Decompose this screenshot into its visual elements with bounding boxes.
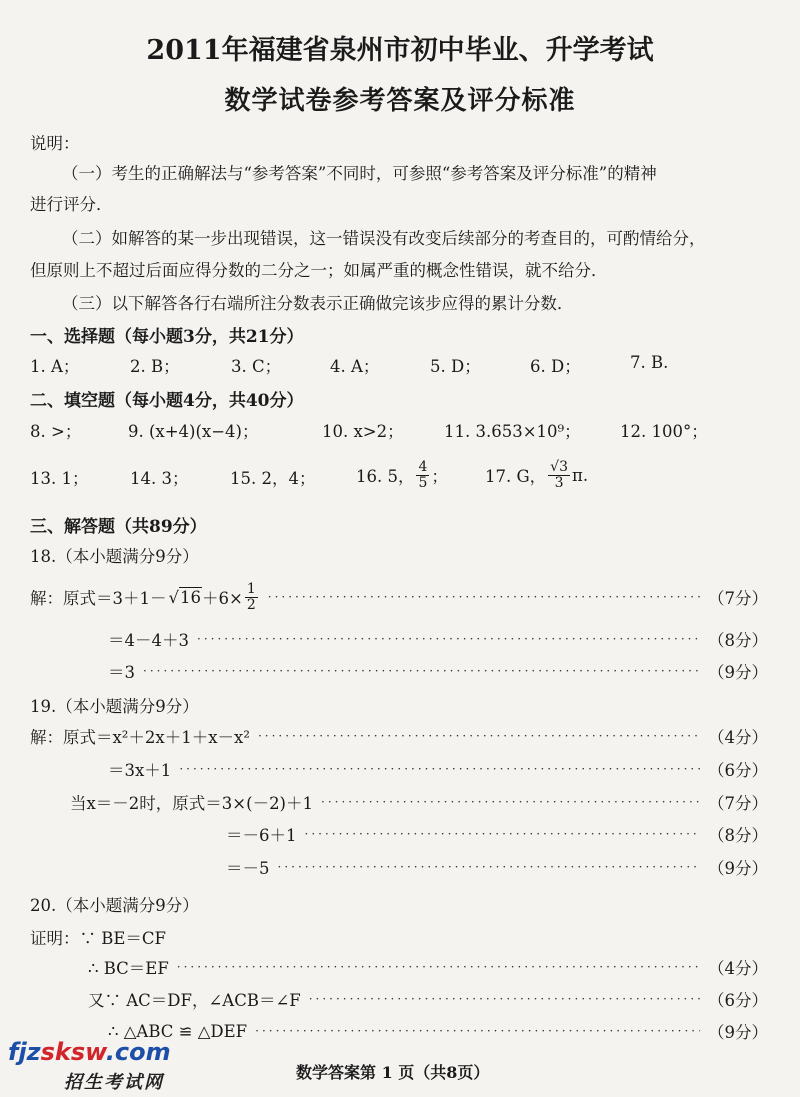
answer-16-prefix: 16. 5，	[356, 467, 415, 486]
q20-step-3-points: （9分）	[708, 1023, 768, 1042]
document-subtitle: 数学试卷参考答案及评分标准	[224, 86, 576, 116]
q19-step-2-expr: ＝3x＋1	[108, 761, 172, 780]
q18-step-1-mid: ＋6×	[202, 589, 243, 608]
section-1-title: 一、选择题（每小题3分，共21分）	[30, 327, 304, 347]
q18-step-1-sqrt: 16	[180, 588, 202, 607]
q20-step-2-expr: 又∵ AC＝DF，∠ACB＝∠F	[88, 991, 301, 1010]
leader-dots	[268, 590, 700, 604]
leader-dots	[143, 664, 700, 678]
answer-16-denominator: 5	[418, 474, 428, 491]
q20-header: 20.（本小题满分9分）	[30, 896, 199, 915]
q18-step-2	[30, 626, 768, 652]
note-1-line-1: （一）考生的正确解法与“参考答案”不同时，可参照“参考答案及评分标准”的精神	[62, 164, 657, 183]
leader-dots	[177, 960, 700, 974]
q18-step-1-numerator: 1	[246, 580, 256, 597]
sqrt-sign: √	[168, 587, 180, 607]
site-logo[interactable]	[8, 1038, 171, 1066]
leader-dots	[179, 762, 700, 776]
answer-3: 3. C；	[231, 357, 282, 376]
note-1-line-2: 进行评分．	[30, 195, 113, 214]
document-title: 2011年福建省泉州市初中毕业、升学考试	[146, 35, 654, 66]
answer-5: 5. D；	[430, 357, 481, 376]
q18-step-1-denominator: 2	[246, 596, 256, 613]
leader-dots	[278, 860, 701, 874]
q18-step-1-prefix: 解：原式＝3＋1－	[30, 589, 167, 608]
leader-dots	[255, 1024, 700, 1038]
q19-step-2-points: （6分）	[708, 761, 768, 780]
q20-step-1-expr: ∴ BC＝EF	[88, 959, 169, 978]
answer-16-fraction	[416, 460, 429, 490]
answer-14: 14. 3；	[130, 469, 189, 488]
q19-step-1	[30, 723, 768, 749]
answer-12: 12. 100°；	[620, 422, 708, 441]
q19-step-5-points: （9分）	[708, 859, 768, 878]
answer-16	[356, 455, 448, 495]
q19-step-1-expr: 解：原式＝x²＋2x＋1＋x－x²	[30, 728, 250, 747]
q20-step-2-points: （6分）	[708, 991, 768, 1010]
leader-dots	[321, 795, 700, 809]
q20-step-1-points: （4分）	[708, 959, 768, 978]
q19-header: 19.（本小题满分9分）	[30, 697, 199, 716]
section-2-title: 二、填空题（每小题4分，共40分）	[30, 391, 304, 411]
answer-6: 6. D；	[530, 357, 581, 376]
q18-header: 18.（本小题满分9分）	[30, 547, 199, 566]
answer-2: 2. B；	[130, 357, 180, 376]
answer-17-suffix: π.	[572, 465, 589, 485]
q18-step-3-expr: ＝3	[108, 663, 135, 682]
answer-17-denominator: 3	[554, 474, 564, 491]
q20-step-2	[30, 986, 768, 1012]
logo-subtitle: 招生考试网	[64, 1072, 164, 1093]
notes-label: 说明：	[30, 134, 80, 153]
page-number-label: 数学答案第 1 页（共8页）	[296, 1063, 490, 1082]
logo-text-part-1: fjz	[8, 1038, 41, 1066]
answer-4: 4. A；	[330, 357, 380, 376]
note-3: （三）以下解答各行右端所注分数表示正确做完该步应得的累计分数．	[62, 294, 574, 313]
answer-17-fraction	[548, 460, 570, 490]
q19-step-3	[30, 789, 768, 815]
answer-10: 10. x>2；	[322, 422, 404, 441]
q19-step-4	[30, 821, 768, 847]
answer-7: 7. B.	[630, 353, 669, 372]
note-2-line-1: （二）如解答的某一步出现错误，这一错误没有改变后续部分的考查目的，可酌情给分，	[62, 229, 706, 248]
section-3-title: 三、解答题（共89分）	[30, 517, 207, 537]
answer-1: 1. A；	[30, 357, 80, 376]
leader-dots	[309, 992, 700, 1006]
q19-step-3-expr: 当x＝－2时，原式＝3×(－2)＋1	[70, 794, 313, 813]
answer-17-numerator: √3	[550, 458, 568, 475]
q19-step-5	[30, 854, 768, 880]
logo-text-part-2: sksw	[40, 1038, 106, 1066]
q19-step-4-points: （8分）	[708, 826, 768, 845]
answer-11: 11. 3.653×10⁹；	[444, 422, 581, 441]
q19-step-2	[30, 756, 768, 782]
q20-step-3-expr: ∴ △ABC ≌ △DEF	[108, 1021, 248, 1041]
q18-step-3-points: （9分）	[708, 663, 768, 682]
logo-text-part-3: .com	[105, 1038, 171, 1066]
q19-step-5-expr: ＝－5	[226, 859, 270, 878]
q18-step-3	[30, 658, 768, 684]
q19-step-1-points: （4分）	[708, 728, 768, 747]
answer-13: 13. 1；	[30, 469, 89, 488]
q18-step-1-fraction	[245, 582, 258, 612]
q18-step-2-points: （8分）	[708, 631, 768, 650]
answer-16-numerator: 4	[418, 458, 428, 475]
answer-16-suffix: ；	[431, 467, 448, 486]
q19-step-4-expr: ＝－6＋1	[226, 826, 297, 845]
q18-step-1-points: （7分）	[708, 589, 768, 608]
q18-step-1-expr	[30, 582, 260, 612]
q20-given: 证明：∵ BE＝CF	[30, 929, 166, 948]
note-2-line-2: 但原则上不超过后面应得分数的二分之一；如属严重的概念性错误，就不给分．	[30, 261, 608, 280]
answer-8: 8. >；	[30, 422, 82, 441]
q18-step-1	[30, 580, 768, 614]
q18-step-2-expr: ＝4－4＋3	[108, 631, 189, 650]
answer-17	[485, 455, 588, 495]
answer-17-prefix: 17. G，	[485, 467, 547, 486]
answer-9: 9. (x+4)(x−4)；	[128, 422, 259, 441]
q20-step-1	[30, 954, 768, 980]
answer-15: 15. 2，4；	[230, 469, 316, 488]
q19-step-3-points: （7分）	[708, 794, 768, 813]
leader-dots	[197, 632, 700, 646]
leader-dots	[258, 729, 700, 743]
leader-dots	[305, 827, 701, 841]
